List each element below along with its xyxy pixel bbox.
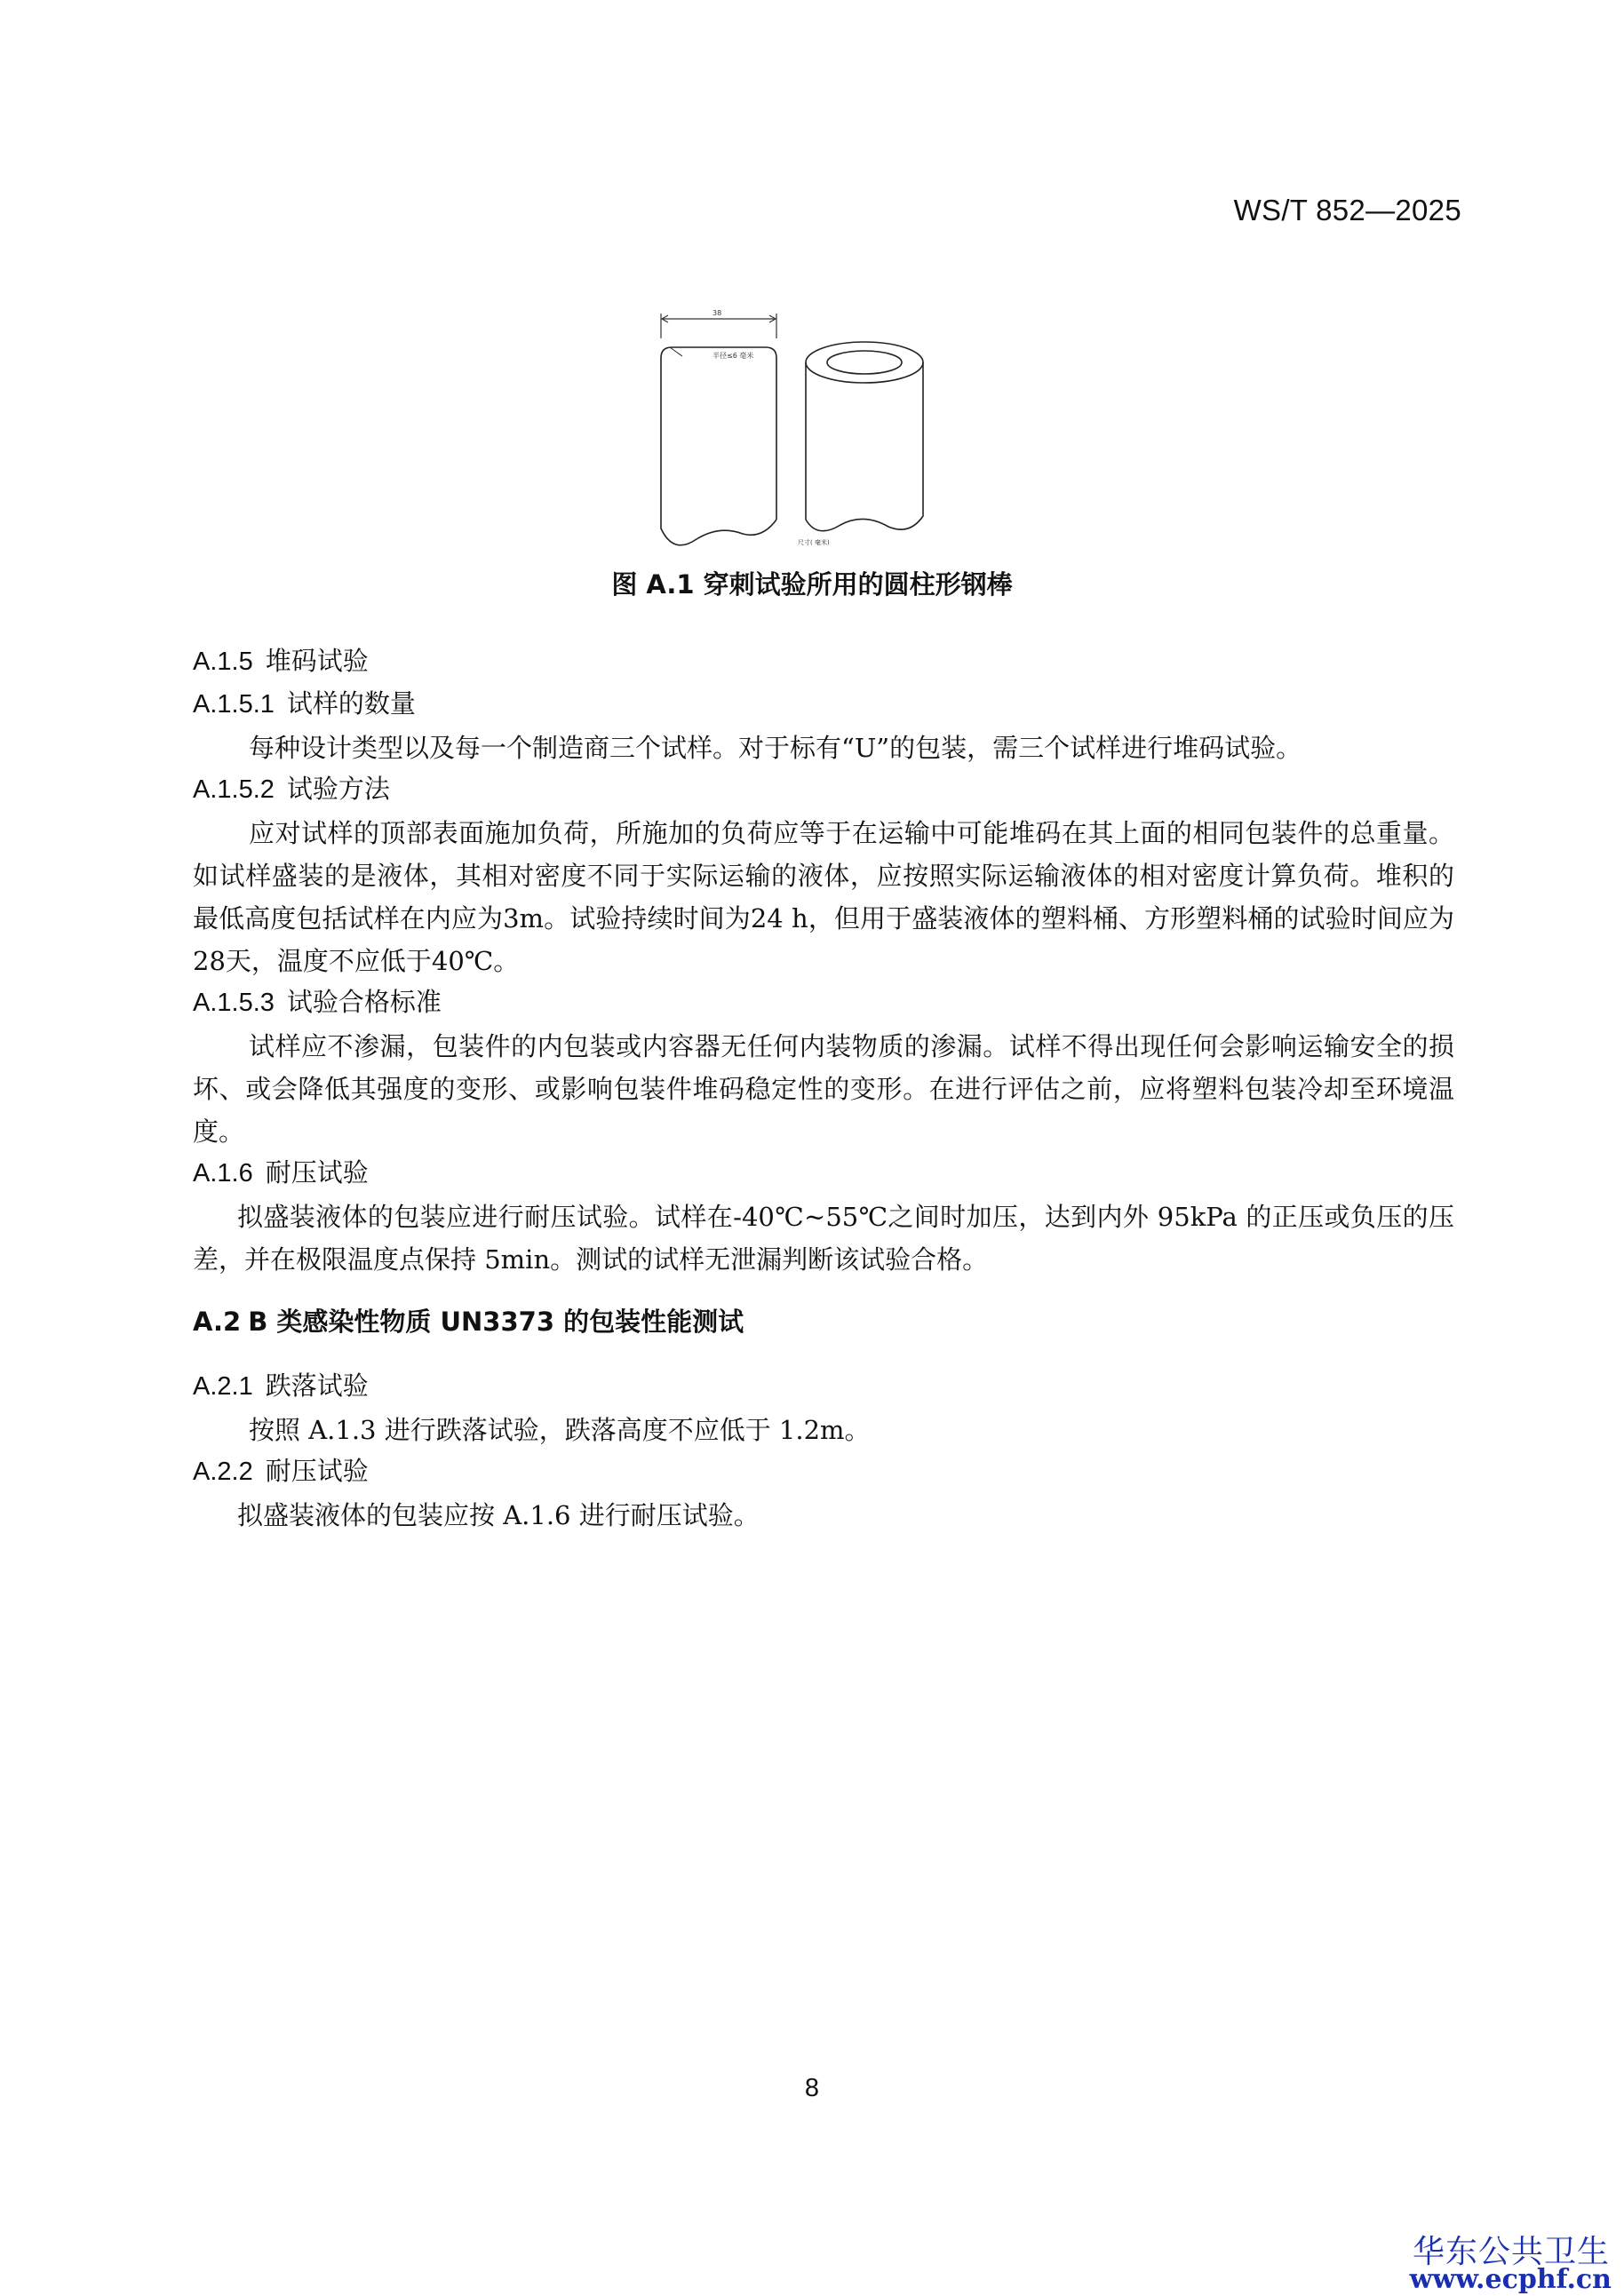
paragraph-a22: 拟盛装液体的包装应按 A.1.6 进行耐压试验。	[237, 1500, 760, 1530]
figure-steel-rods	[657, 306, 1013, 564]
section-heading-a22	[193, 1451, 369, 1491]
watermark-name: 华东公共卫生	[1412, 2234, 1610, 2270]
paragraph-a153: 试样应不渗漏，包装件的内包装或内容器无任何内装物质的渗漏。试样不得出现任何会影响运输安全的损坏、或会降低其强度的变形、或影响包装件堆码稳定性的变形。在进行评估之前，应将塑料包装冷却至环境温度。	[193, 1031, 1454, 1147]
unit-label: 尺寸( 毫米)	[798, 539, 830, 546]
section-number: A.1.5	[193, 647, 253, 676]
steel-rod-drawing	[657, 306, 1013, 564]
section-heading-a15	[193, 641, 369, 681]
section-heading-a151	[193, 684, 416, 724]
section-title: 跌落试验	[265, 1370, 369, 1401]
section-title: 试验方法	[286, 774, 390, 804]
radius-label: 半径≤6 毫米	[712, 352, 754, 360]
section-heading-a2	[193, 1302, 744, 1341]
section-title: 耐压试验	[265, 1157, 369, 1188]
section-number: A.1.6	[193, 1159, 253, 1188]
section-number: A.1.5.1	[193, 690, 275, 719]
dimension-label: 38	[712, 309, 722, 317]
section-number: A.2.2	[193, 1458, 253, 1486]
section-number: A.1.5.2	[193, 775, 275, 804]
section-heading-a16	[193, 1153, 369, 1193]
figure-caption: 图 A.1 穿刺试验所用的圆柱形钢棒	[611, 569, 1013, 600]
section-number: A.2.1	[193, 1372, 253, 1401]
section-title: 耐压试验	[265, 1456, 369, 1486]
section-heading-a153	[193, 982, 442, 1022]
section-heading-a152	[193, 769, 390, 809]
section-heading-a21	[193, 1366, 369, 1406]
section-title: 试验合格标准	[286, 987, 442, 1017]
paragraph-a151: 每种设计类型以及每一个制造商三个试样。对于标有“U”的包装，需三个试样进行堆码试验。	[249, 733, 1302, 763]
page-number: 8	[804, 2074, 820, 2102]
section-title: B 类感染性物质 UN3373 的包装性能测试	[248, 1307, 744, 1337]
section-title: 堆码试验	[265, 646, 369, 676]
paragraph-a21: 按照 A.1.3 进行跌落试验，跌落高度不应低于 1.2m。	[249, 1415, 871, 1445]
paragraph-a152: 应对试样的顶部表面施加负荷，所施加的负荷应等于在运输中可能堆码在其上面的相同包装件的总重量。如试样盛装的是液体，其相对密度不同于实际运输的液体，应按照实际运输液体的相对密度计算负荷。堆积的最低高度包括试样在内应为3m。试验持续时间为24 h，但用于盛装液体的塑料桶、方形塑料桶的试验时间应为28天，温度不应低于40℃。	[193, 818, 1454, 976]
section-title: 试样的数量	[286, 688, 416, 719]
section-number: A.2	[193, 1307, 242, 1337]
paragraph-a16: 拟盛装液体的包装应进行耐压试验。试样在-40℃~55℃之间时加压，达到内外 95kPa 的正压或负压的压差，并在极限温度点保持 5min。测试的试样无泄漏判断该试验合格。	[193, 1202, 1454, 1275]
section-number: A.1.5.3	[193, 989, 275, 1017]
watermark-url[interactable]: www.ecphf.cn	[1409, 2264, 1612, 2295]
document-code: WS/T 852—2025	[1233, 194, 1461, 226]
